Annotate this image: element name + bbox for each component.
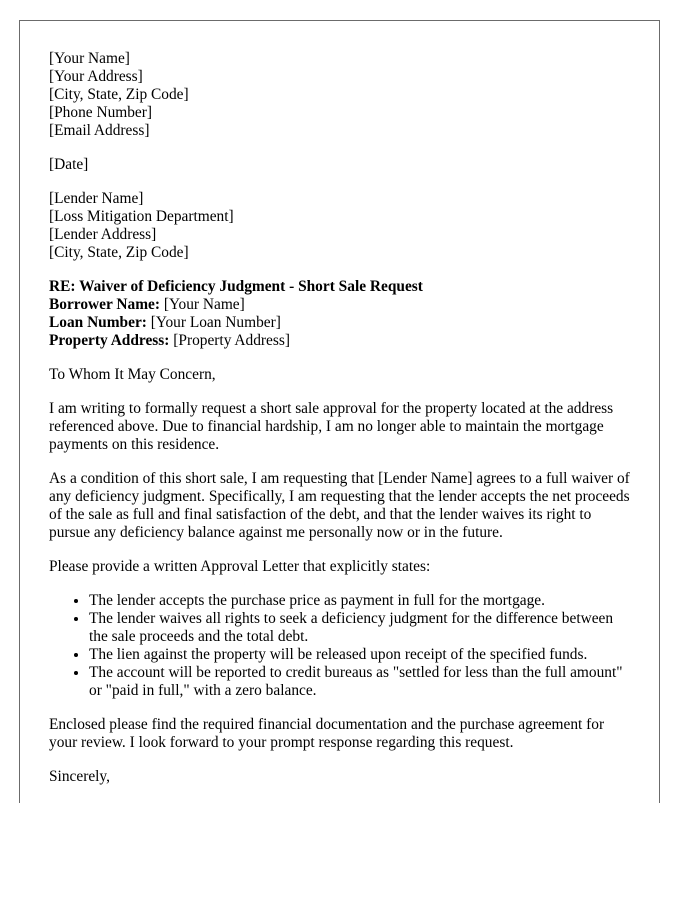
paragraph-waiver: As a condition of this short sale, I am requesting that [Lender Name] agrees to a full waiver of any deficiency judgment. Specifically, I am requesting that the lender accepts the net proceeds of the sale as full and final satisfaction of the debt, and that the lender waives its right to pursue any deficiency balance against me personally now or in the future.: [49, 470, 630, 541]
re-subject: RE: Waiver of Deficiency Judgment - Short Sale Request: [49, 278, 423, 295]
date-block: [49, 156, 631, 174]
letter-content: [49, 50, 631, 802]
salutation: To Whom It May Concern,: [49, 366, 216, 383]
paragraph-enclosure: Enclosed please find the required financial documentation and the purchase agreement for your review. I look forward to your prompt response regarding this request.: [49, 716, 605, 751]
property-label: Property Address:: [49, 332, 170, 349]
recipient-name: [Lender Name]: [49, 190, 144, 207]
closing: Sincerely,: [49, 768, 110, 785]
letter-date: [Date]: [49, 156, 89, 173]
loan-label: Loan Number:: [49, 314, 147, 331]
list-item: • The lender accepts the purchase price as payment in full for the mortgage.: [89, 592, 631, 610]
loan-value: [Your Loan Number]: [146, 314, 281, 331]
sender-phone: [Phone Number]: [49, 104, 153, 121]
sender-name: [Your Name]: [49, 50, 130, 67]
list-item: • The account will be reported to credit bureaus as "settled for less than the full amount" or "paid in full," with a zero balance.: [89, 664, 631, 700]
requirements-list: [49, 592, 631, 700]
borrower-value: [Your Name]: [159, 296, 245, 313]
paragraph-request: I am writing to formally request a short sale approval for the property located at the address referenced above. Due to financial hardship, I am no longer able to maintain the mortgage payments on this residence.: [49, 400, 614, 453]
recipient-address: [Lender Address]: [49, 226, 157, 243]
letter-page: [19, 20, 660, 803]
paragraph-approval-intro: Please provide a written Approval Letter that explicitly states:: [49, 558, 431, 575]
borrower-line: [49, 296, 631, 314]
recipient-city-state-zip: [City, State, Zip Code]: [49, 244, 189, 261]
sender-address: [Your Address]: [49, 68, 143, 85]
list-item: • The lender waives all rights to seek a deficiency judgment for the difference between the sale proceeds and the total debt.: [89, 610, 631, 646]
sender-city-state-zip: [City, State, Zip Code]: [49, 86, 189, 103]
re-line: [49, 278, 631, 296]
reference-block: [49, 278, 631, 350]
property-value: [Property Address]: [169, 332, 290, 349]
borrower-label: Borrower Name:: [49, 296, 160, 313]
recipient-block: [49, 190, 631, 262]
property-line: [49, 332, 631, 350]
list-item: • The lien against the property will be released upon receipt of the specified funds.: [89, 646, 631, 664]
sender-block: [49, 50, 631, 140]
recipient-department: [Loss Mitigation Department]: [49, 208, 234, 225]
sender-email: [Email Address]: [49, 122, 150, 139]
loan-line: [49, 314, 631, 332]
